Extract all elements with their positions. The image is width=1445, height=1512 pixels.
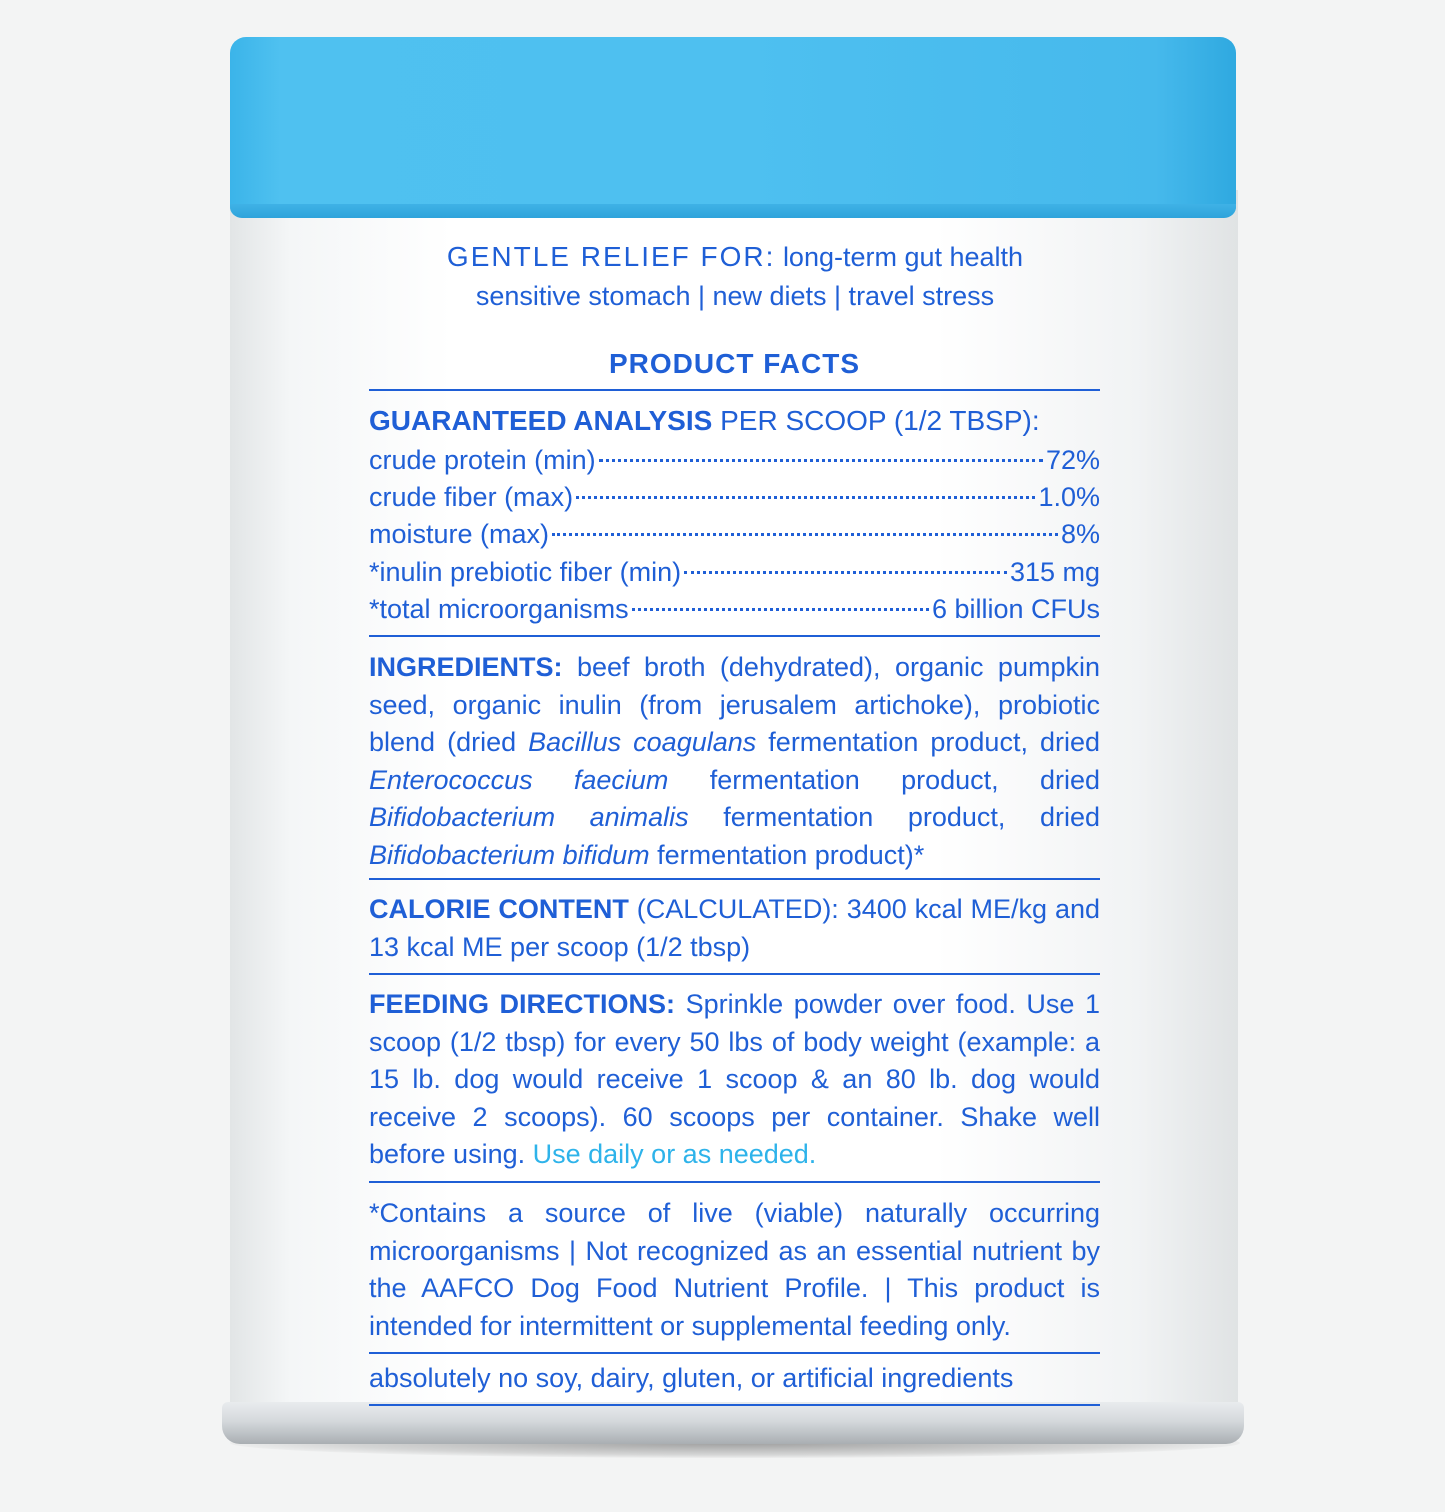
feeding-highlight: Use daily or as needed. (532, 1139, 817, 1169)
leader-dots (684, 571, 1007, 574)
feeding-text: Sprinkle powder over food. Use 1 scoop (1/2 tbsp) for every 50 lbs of body weight (example: a 15 lb. dog would receive 1 scoop & an 80 lb. dog would receive 2 scoops). 60 scoops per container. Shake well before using. (369, 989, 1101, 1169)
ingredients-paragraph (369, 649, 1100, 874)
ga-label: moisture (max) (369, 519, 550, 549)
relief-heading: GENTLE RELIEF FOR: (446, 241, 776, 272)
ingredients-text: fermentation product, dried (768, 727, 1100, 757)
ga-row-crude-protein (369, 441, 1100, 479)
ga-label: *inulin prebiotic fiber (min) (369, 557, 682, 587)
free-from-claim: absolutely no soy, dairy, gluten, or artificial ingredients (369, 1363, 1014, 1393)
ingredients-heading: INGREDIENTS: (369, 652, 563, 682)
ga-subheading: PER SCOOP (1/2 TBSP): (720, 405, 1040, 436)
divider (369, 973, 1100, 975)
feeding-paragraph (369, 986, 1100, 1174)
leader-dots (552, 533, 1058, 536)
tin-bottom-rim (222, 1402, 1244, 1444)
ingredient-species: Bifidobacterium animalis (369, 802, 689, 832)
guaranteed-analysis-heading (369, 402, 1100, 440)
ingredient-species: Enterococcus faecium (369, 764, 669, 795)
ga-row-moisture (369, 515, 1100, 553)
ingredients-text: fermentation product, dried (723, 802, 1100, 832)
ingredients-text: fermentation product, dried (709, 764, 1100, 795)
relief-line-1 (300, 238, 1170, 276)
ingredients-text: beef broth (dehydrated), organic pumpkin seed, organic inulin (from jerusalem artichoke), probiotic blend (dried (369, 652, 1100, 757)
leader-dots (632, 608, 929, 611)
feeding-heading: FEEDING DIRECTIONS: (369, 989, 676, 1019)
divider (369, 878, 1100, 880)
ga-value: 315 mg (1009, 557, 1100, 587)
product-facts-title: PRODUCT FACTS (609, 348, 860, 379)
ga-value: 6 billion CFUs (931, 594, 1100, 624)
ingredient-species: Bacillus coagulans (528, 727, 757, 757)
leader-dots (576, 496, 1035, 499)
ga-row-inulin (369, 553, 1100, 591)
ga-label: crude protein (min) (369, 445, 596, 475)
leader-dots (599, 459, 1043, 462)
relief-line-2: sensitive stomach | new diets | travel stress (475, 281, 995, 311)
ga-value: 8% (1060, 519, 1100, 549)
ga-label: crude fiber (max) (369, 482, 574, 512)
ga-label: *total microorganisms (369, 594, 629, 624)
relief-line1-text: long-term gut health (782, 242, 1024, 272)
calorie-text: (CALCULATED): 3400 kcal ME/kg and 13 kcal ME per scoop (1/2 tbsp) (369, 894, 1100, 962)
calorie-paragraph (369, 891, 1100, 966)
ingredient-species: Bifidobacterium bifidum (369, 839, 650, 870)
divider (369, 1352, 1100, 1354)
divider (369, 389, 1100, 391)
calorie-heading: CALORIE CONTENT (369, 894, 629, 924)
ga-value: 1.0% (1038, 482, 1100, 512)
tin-lid (230, 37, 1236, 217)
ga-row-microorganisms (369, 590, 1100, 628)
tin-lid-rim (230, 204, 1236, 218)
ga-value: 72% (1045, 445, 1100, 475)
ga-heading-bold: GUARANTEED ANALYSIS (369, 405, 713, 436)
notice-paragraph: *Contains a source of live (viable) naturally occurring microorganisms | Not recognized as an essential nutrient by the AAFCO Dog Food Nutrient Profile. | This product is intended for intermittent or supplemental feeding only. (369, 1198, 1100, 1341)
divider (369, 1181, 1100, 1183)
ingredients-text: fermentation product)* (657, 839, 925, 870)
divider (369, 1404, 1100, 1406)
ga-row-crude-fiber (369, 478, 1100, 516)
divider (369, 635, 1100, 637)
